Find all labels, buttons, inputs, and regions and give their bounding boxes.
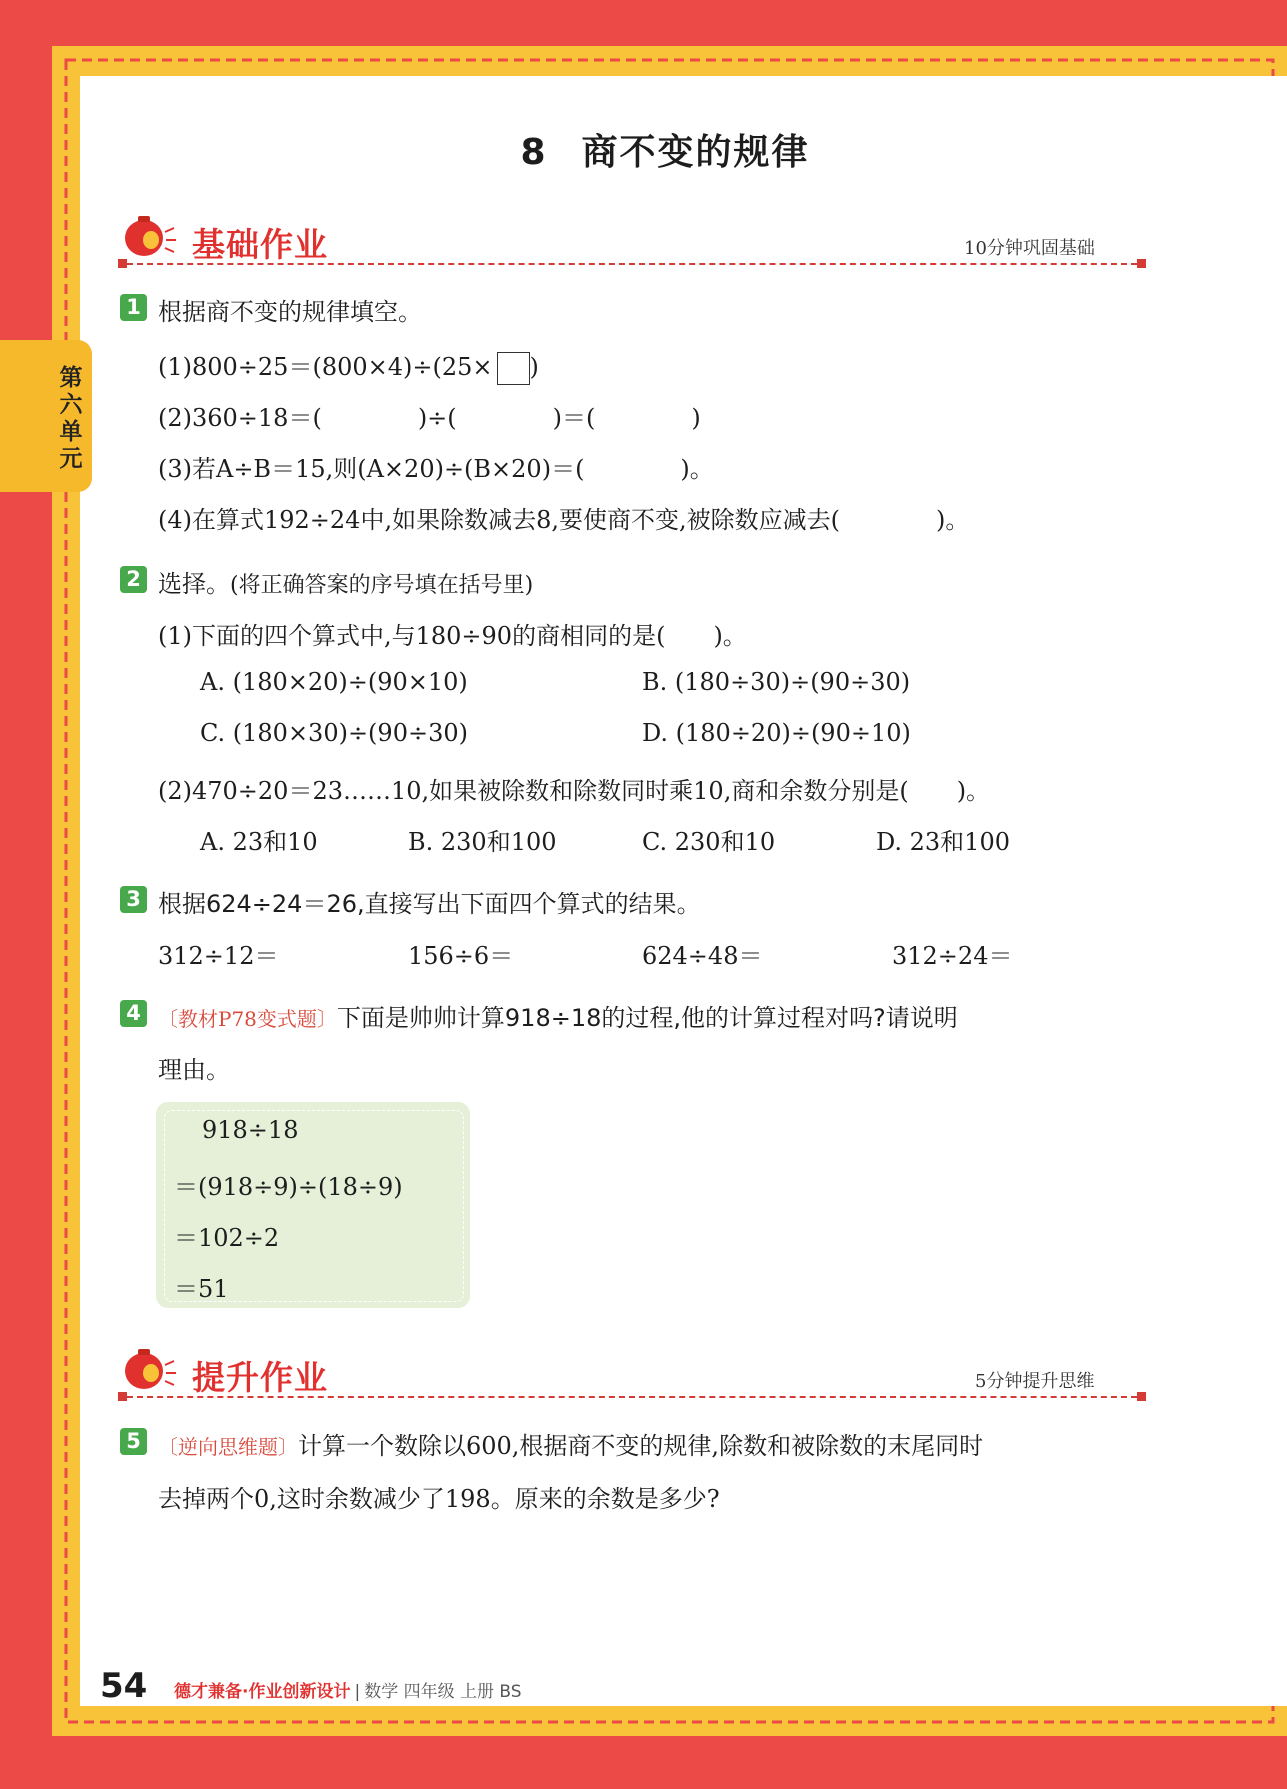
section-title-advanced: 提升作业: [192, 1358, 328, 1397]
calc-line: ＝(918÷9)÷(18÷9): [174, 1173, 403, 1201]
expression: 312÷24＝: [892, 942, 1013, 970]
question-item: (1)下面的四个算式中,与180÷90的商相同的是( )。: [158, 622, 747, 650]
calc-line: ＝51: [174, 1275, 229, 1303]
page-number: 54: [100, 1666, 148, 1706]
divider-end: [118, 259, 127, 268]
option: B. 230和100: [408, 828, 557, 856]
stem-text: 下面是帅帅计算918÷18的过程,他的计算过程对吗?请说明: [336, 1004, 958, 1032]
calc-line: 918÷18: [202, 1116, 299, 1144]
footer-book-info: 数学 四年级 上册 BS: [364, 1682, 522, 1702]
divider-end: [1137, 259, 1146, 268]
expression: 624÷48＝: [642, 942, 763, 970]
question-item: (2)360÷18＝( )÷( )＝( ): [158, 404, 701, 432]
lantern-icon: [118, 1345, 180, 1395]
section-title-basic: 基础作业: [192, 225, 328, 264]
question-stem: 根据商不变的规律填空。: [158, 298, 422, 326]
option: D. 23和100: [876, 828, 1010, 856]
question-stem: [158, 564, 533, 599]
stem-note: (将正确答案的序号填在括号里): [230, 573, 534, 598]
answer-box[interactable]: [497, 352, 530, 385]
option: A. (180×20)÷(90×10): [200, 668, 468, 696]
item-text: (1)800÷25＝(800×4)÷(25×: [158, 353, 493, 381]
footer-info: [174, 1677, 522, 1702]
footer-brand: 德才兼备·作业创新设计: [174, 1682, 351, 1702]
question-number-badge: 1: [120, 294, 147, 321]
question-stem: [158, 1426, 983, 1461]
stem-text: 计算一个数除以600,根据商不变的规律,除数和被除数的末尾同时: [298, 1432, 984, 1460]
expression: 312÷12＝: [158, 942, 279, 970]
divider-end: [118, 1392, 127, 1401]
question-stem-cont: 去掉两个0,这时余数减少了198。原来的余数是多少?: [158, 1485, 720, 1513]
question-number-badge: 4: [120, 1000, 147, 1027]
page-title: [0, 124, 1287, 175]
question-item: (2)470÷20＝23……10,如果被除数和除数同时乘10,商和余数分别是( )。: [158, 777, 991, 805]
lantern-icon: [118, 212, 180, 262]
expression: 156÷6＝: [408, 942, 514, 970]
item-text: ): [529, 353, 539, 381]
option: A. 23和10: [200, 828, 318, 856]
question-number-badge: 5: [120, 1428, 147, 1455]
question-item: (4)在算式192÷24中,如果除数减去8,要使商不变,被除数应减去( )。: [158, 506, 970, 534]
unit-side-tab-label: 第六单元: [59, 365, 83, 472]
section-note-basic: 10分钟巩固基础: [964, 238, 1095, 259]
question-number-badge: 3: [120, 886, 147, 913]
section-divider: [127, 1396, 1137, 1398]
lesson-title: 商不变的规律: [581, 132, 810, 173]
footer-separator: |: [354, 1682, 361, 1702]
question-stem: [158, 998, 958, 1033]
question-stem: 根据624÷24＝26,直接写出下面四个算式的结果。: [158, 890, 701, 918]
option: C. (180×30)÷(90÷30): [200, 719, 468, 747]
option: D. (180÷20)÷(90÷10): [642, 719, 911, 747]
stem-text: 选择。: [158, 570, 230, 598]
question-item: (3)若A÷B＝15,则(A×20)÷(B×20)＝( )。: [158, 455, 714, 483]
question-tag: 〔逆向思维题〕: [158, 1435, 298, 1459]
divider-end: [1137, 1392, 1146, 1401]
question-stem-cont: 理由。: [158, 1056, 230, 1084]
question-item: [158, 347, 539, 385]
section-divider: [127, 263, 1137, 265]
option: B. (180÷30)÷(90÷30): [642, 668, 911, 696]
section-note-advanced: 5分钟提升思维: [975, 1371, 1095, 1392]
calc-line: ＝102÷2: [174, 1224, 280, 1252]
question-number-badge: 2: [120, 566, 147, 593]
question-tag: 〔教材P78变式题〕: [158, 1007, 337, 1031]
option: C. 230和10: [642, 828, 776, 856]
lesson-number: 8: [520, 132, 548, 173]
